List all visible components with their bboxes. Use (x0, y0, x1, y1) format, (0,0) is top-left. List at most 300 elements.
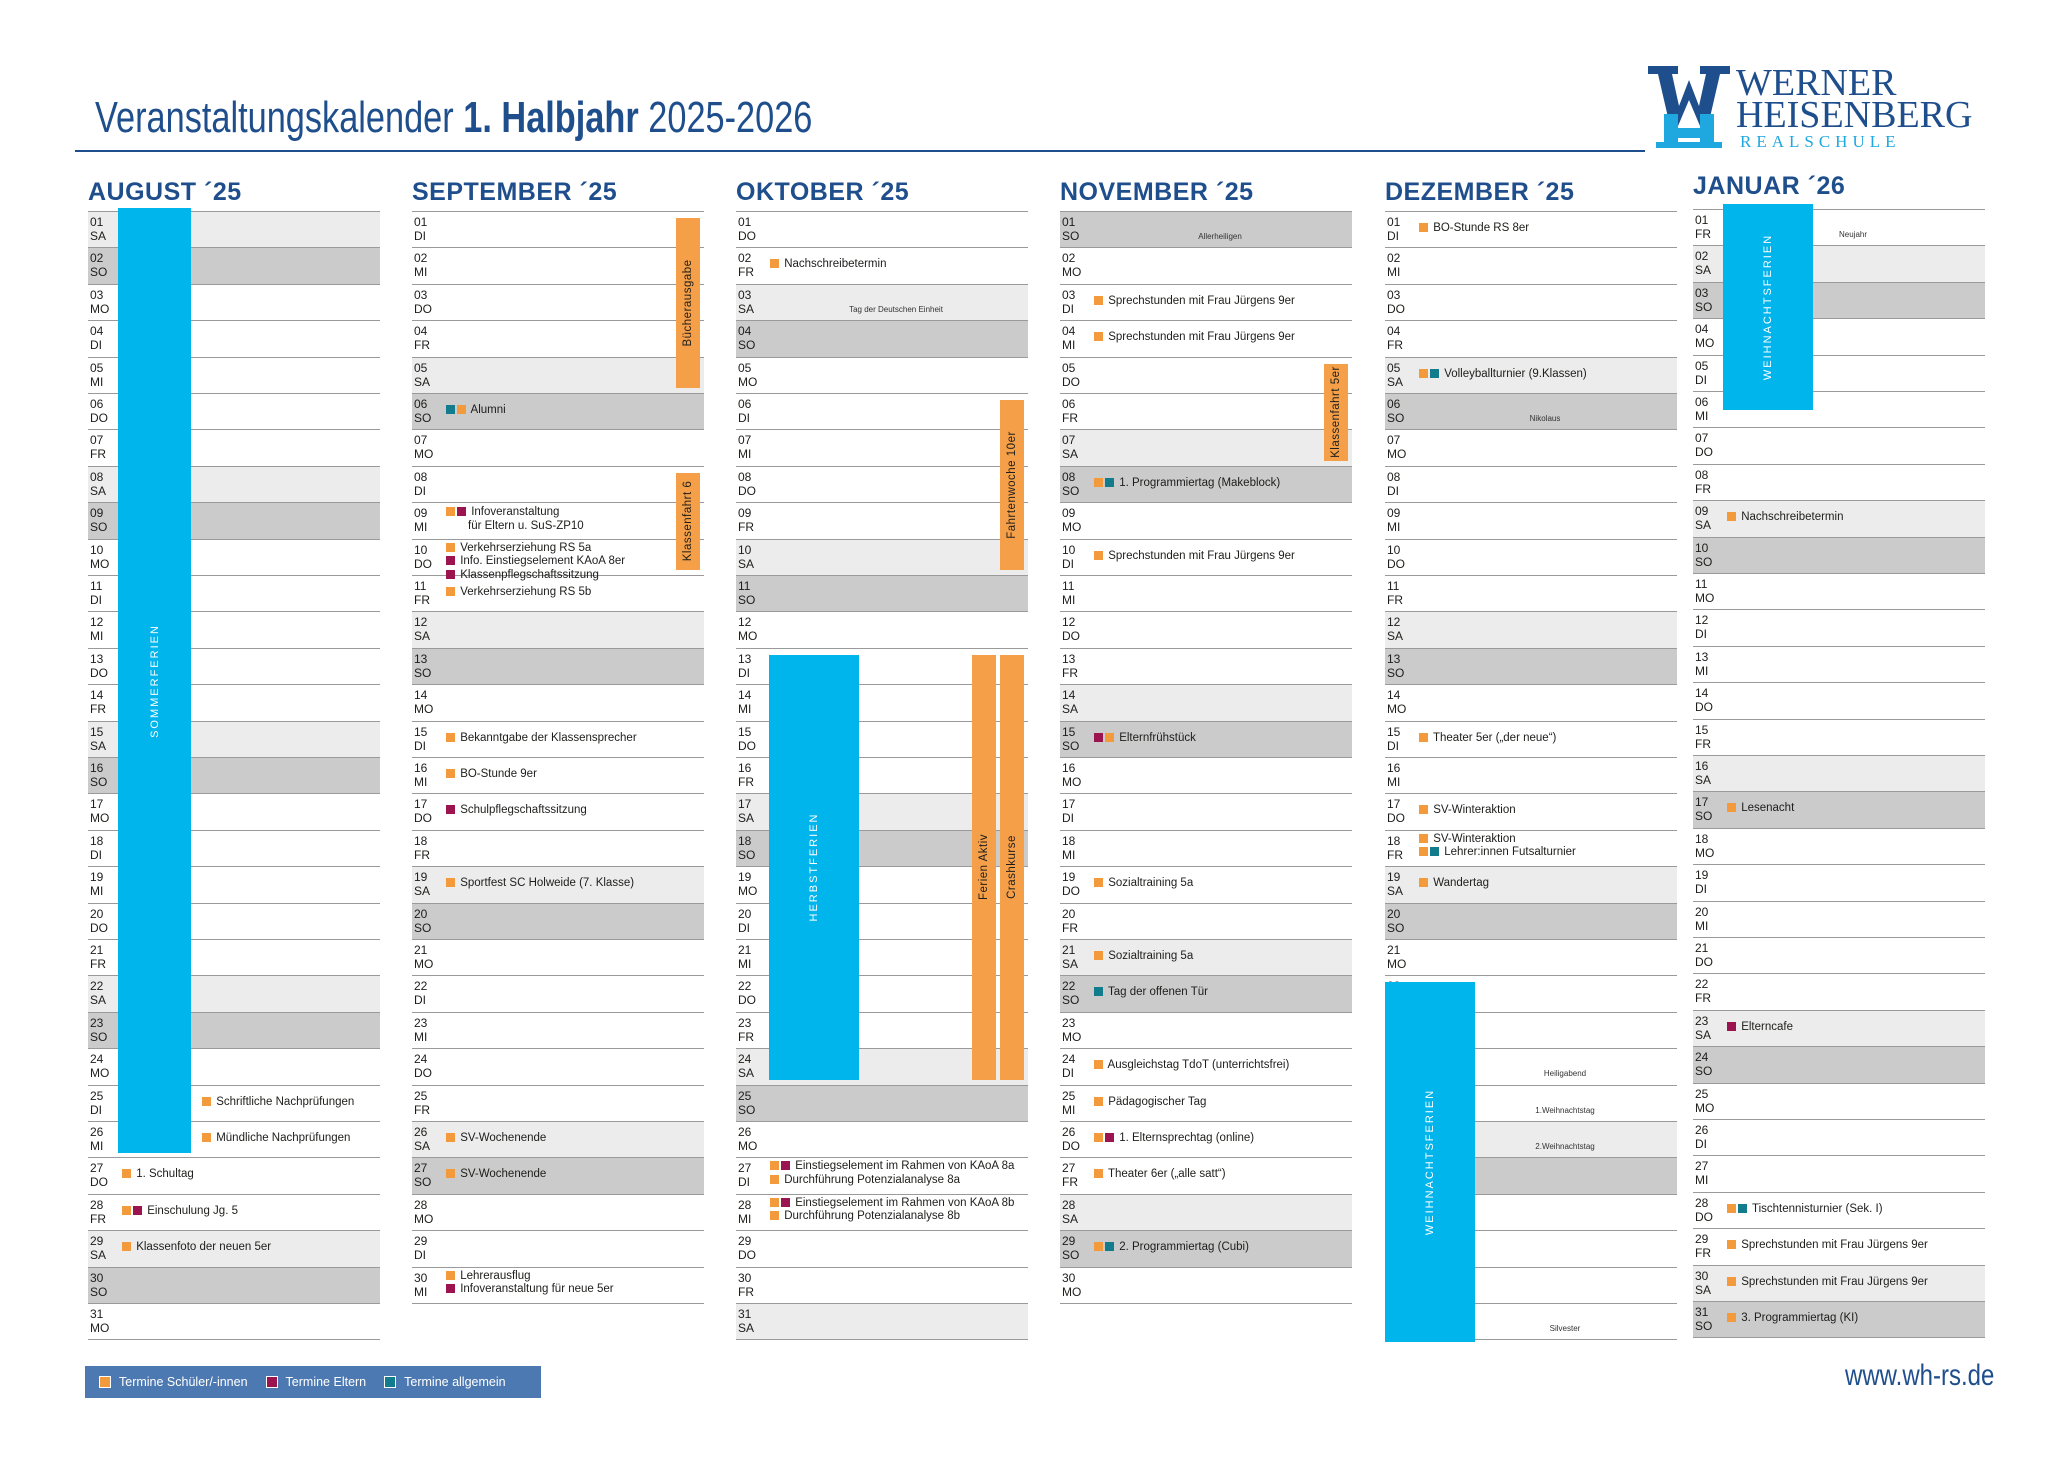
day-row (412, 1230, 704, 1266)
allgemein-marker (1105, 478, 1114, 487)
bottom-rule (736, 1339, 1028, 1340)
day-label: 18 DI (90, 833, 104, 862)
event-entry (446, 768, 537, 782)
title-bold: 1. Halbjahr (463, 93, 639, 142)
month-name: OKTOBER ´25 (736, 178, 910, 206)
day-label: 09 SA (1695, 504, 1712, 533)
event-line: BO-Stunde RS 8er (1419, 222, 1529, 236)
day-row (736, 1121, 1028, 1157)
day-label: 19 DI (1695, 868, 1709, 897)
day-label: 10 MO (90, 542, 110, 571)
event-line: Schriftliche Nachprüfungen (202, 1096, 354, 1110)
schueler-marker (446, 1169, 455, 1178)
day-row (412, 903, 704, 939)
event-line: Infoveranstaltung für neue 5er (446, 1283, 614, 1297)
day-label: 29 FR (1695, 1232, 1711, 1261)
day-label: 20 SO (414, 906, 432, 935)
day-row (1693, 464, 1985, 500)
schueler-marker (1094, 332, 1103, 341)
event-entry (1419, 368, 1587, 382)
day-label: 11 FR (414, 579, 430, 607)
day-label: 14 MI (738, 688, 752, 717)
day-row (412, 830, 704, 866)
schueler-marker (770, 1211, 779, 1220)
event-line: Theater 6er („alle satt“) (1094, 1168, 1226, 1182)
legend-label: Termine Schüler/-innen (119, 1375, 248, 1389)
day-label: 08 FR (1695, 467, 1711, 496)
schueler-marker (446, 769, 455, 778)
bar-label: WEIHNACHTSFERIEN (1762, 234, 1774, 381)
event-entry (122, 1168, 194, 1182)
day-row (1693, 427, 1985, 463)
allgemein-marker (1738, 1204, 1747, 1213)
day-row (1060, 903, 1352, 939)
day-label: 02 MI (1387, 251, 1401, 280)
schueler-marker (446, 507, 455, 516)
day-label: 17 SA (738, 797, 755, 826)
bar-label: WEIHNACHTSFERIEN (1424, 1089, 1436, 1236)
day-row (1385, 320, 1677, 356)
day-label: 28 SA (1062, 1197, 1079, 1226)
day-label: 12 DI (1695, 613, 1709, 642)
event-entry (122, 1241, 271, 1255)
day-row (1060, 1267, 1352, 1303)
eltern-marker (1105, 1133, 1114, 1142)
day-label: 12 SA (414, 615, 431, 644)
month-name: DEZEMBER ´25 (1385, 178, 1575, 206)
event-line: SV-Winteraktion (1419, 833, 1576, 847)
allgemein-marker (1094, 987, 1103, 996)
day-label: 16 MI (414, 761, 428, 789)
day-row (736, 611, 1028, 647)
schueler-marker (770, 1161, 779, 1170)
holiday-label: Tag der Deutschen Einheit (849, 304, 943, 314)
day-label: 31 SO (1695, 1305, 1713, 1333)
day-label: 14 DO (1695, 686, 1713, 715)
day-label: 12 DO (1062, 615, 1080, 644)
day-label: 05 DI (1695, 358, 1709, 387)
day-label: 04 MO (1695, 322, 1715, 351)
day-label: 19 DO (1062, 870, 1080, 899)
event-entry (122, 1205, 238, 1219)
day-label: 21 DO (1695, 941, 1713, 969)
month-column (1060, 0, 1352, 1457)
event-line: Sprechstunden mit Frau Jürgens 9er (1727, 1276, 1928, 1290)
day-label: 09 MI (1387, 506, 1401, 535)
day-label: 06 DI (738, 397, 752, 425)
day-label: 21 MO (414, 943, 434, 971)
allgemein-marker (1430, 847, 1439, 856)
day-label: 04 MI (1062, 324, 1076, 353)
day-label: 04 FR (1387, 324, 1403, 353)
schueler-marker (457, 405, 466, 414)
schueler-marker (1094, 878, 1103, 887)
event-period-bar (972, 655, 996, 1080)
day-row (412, 320, 704, 356)
day-row (1385, 393, 1677, 429)
event-entry (446, 1132, 546, 1146)
day-label: 30 MI (414, 1270, 428, 1299)
day-row (1385, 903, 1677, 939)
day-label: 12 MI (90, 615, 104, 644)
day-row (1060, 429, 1352, 465)
day-row (1693, 1155, 1985, 1191)
holiday-label: Heiligabend (1543, 1069, 1587, 1079)
schueler-marker (1419, 733, 1428, 742)
event-line: Lehrerausflug (446, 1270, 614, 1284)
day-label: 10 SA (738, 542, 755, 571)
event-line: 2. Programmiertag (Cubi) (1094, 1241, 1249, 1255)
holiday-period-bar (769, 655, 859, 1080)
day-label: 02 MO (1062, 251, 1082, 280)
day-label: 20 SO (1387, 906, 1405, 935)
day-row (1060, 684, 1352, 720)
day-label: 02 FR (738, 251, 754, 280)
event-period-bar (1324, 364, 1348, 461)
day-row (1693, 937, 1985, 973)
day-row (736, 466, 1028, 502)
eltern-marker (457, 507, 466, 516)
day-row (736, 320, 1028, 356)
day-label: 24 MO (90, 1052, 110, 1081)
schueler-marker (122, 1206, 131, 1215)
bottom-rule (1693, 1337, 1985, 1338)
schueler-marker (1094, 1242, 1103, 1251)
day-label: 09 FR (738, 506, 754, 535)
day-row (736, 284, 1028, 320)
event-line: Alumni (446, 404, 506, 418)
day-label: 29 DO (738, 1234, 756, 1263)
event-line: Einstiegselement im Rahmen von KAoA 8a (770, 1160, 1014, 1174)
event-line: BO-Stunde 9er (446, 768, 537, 782)
day-row (1693, 646, 1985, 682)
schueler-marker (446, 878, 455, 887)
day-row (736, 357, 1028, 393)
legend-label: Termine Eltern (285, 1375, 367, 1389)
day-label: 01 FR (1695, 213, 1711, 241)
day-row (736, 1303, 1028, 1339)
schueler-marker (1419, 369, 1428, 378)
event-entry (770, 1197, 1014, 1224)
day-row (1693, 901, 1985, 937)
event-line: 1. Elternsprechtag (online) (1094, 1132, 1254, 1146)
day-row (412, 611, 704, 647)
schueler-marker (446, 543, 455, 552)
event-entry (1727, 1203, 1883, 1217)
schueler-marker (446, 1271, 455, 1280)
event-line: Einschulung Jg. 5 (122, 1205, 238, 1219)
day-row (736, 1267, 1028, 1303)
day-label: 27 FR (1062, 1161, 1078, 1190)
day-label: 11 MI (1062, 579, 1076, 607)
event-entry (1094, 732, 1196, 746)
legend-item-eltern (266, 1375, 367, 1389)
day-label: 28 FR (90, 1197, 106, 1226)
day-label: 03 MO (90, 287, 110, 316)
legend-swatch-eltern (266, 1376, 278, 1388)
day-label: 28 MI (738, 1197, 752, 1226)
event-line: SV-Wochenende (446, 1168, 546, 1182)
holiday-label: 2.Weihnachtstag (1535, 1142, 1595, 1151)
event-line: Schulpflegschaftssitzung (446, 804, 587, 818)
eltern-marker (781, 1198, 790, 1207)
legend-swatch-allgemein (384, 1376, 396, 1388)
day-label: 22 SA (90, 979, 107, 1008)
day-row (1060, 611, 1352, 647)
day-row (1060, 757, 1352, 793)
day-row (1385, 247, 1677, 283)
eltern-marker (446, 570, 455, 579)
month-column (1693, 0, 1985, 1457)
schueler-marker (446, 733, 455, 742)
day-label: 13 SO (414, 651, 432, 680)
event-entry (446, 804, 587, 818)
day-label: 25 MO (1695, 1086, 1715, 1115)
event-entry (1419, 222, 1529, 236)
event-line: 1. Schultag (122, 1168, 194, 1182)
day-label: 16 MO (1062, 761, 1082, 789)
event-entry (1727, 1239, 1928, 1253)
event-entry (202, 1132, 350, 1146)
day-label: 24 SA (738, 1052, 755, 1081)
event-entry (1419, 804, 1516, 818)
day-label: 30 FR (738, 1270, 754, 1299)
day-label: 28 DO (1695, 1195, 1713, 1224)
day-label: 19 MO (738, 870, 758, 899)
day-label: 16 FR (738, 761, 754, 789)
event-entry (1094, 1168, 1226, 1182)
eltern-marker (446, 1284, 455, 1293)
event-entry (446, 542, 625, 583)
website-url[interactable]: www.wh-rs.de (1845, 1359, 1995, 1392)
day-row (412, 284, 704, 320)
day-row (736, 1085, 1028, 1121)
day-label: 29 SA (90, 1234, 107, 1263)
bottom-rule (88, 1339, 380, 1340)
day-label: 03 DI (1062, 287, 1076, 316)
event-line: Elternfrühstück (1094, 732, 1196, 746)
month-column (736, 0, 1028, 1457)
day-label: 26 DO (1062, 1125, 1080, 1153)
day-label: 09 MO (1062, 506, 1082, 535)
day-label: 03 DO (1387, 287, 1405, 316)
bar-label: HERBSTFERIEN (808, 812, 820, 922)
day-label: 24 SO (1695, 1050, 1713, 1079)
event-line: Klassenfoto der neuen 5er (122, 1241, 271, 1255)
event-line: Volleyballturnier (9.Klassen) (1419, 368, 1587, 382)
day-label: 15 DI (414, 724, 428, 753)
bar-label: Bücherausgabe (682, 259, 694, 347)
day-label: 10 DO (1387, 542, 1405, 571)
holiday-label: Allerheiligen (1198, 232, 1242, 241)
legend-swatch-schueler (99, 1376, 111, 1388)
day-label: 17 DI (1062, 797, 1076, 826)
day-label: 10 DO (414, 542, 432, 571)
day-label: 30 MO (1062, 1270, 1082, 1299)
day-label: 07 FR (90, 433, 106, 462)
holiday-label: Silvester (1549, 1324, 1581, 1333)
event-line: Lesenacht (1727, 802, 1794, 816)
day-row (736, 539, 1028, 575)
schueler-marker (1727, 803, 1736, 812)
event-entry (1419, 732, 1556, 746)
day-label: 23 FR (738, 1015, 754, 1044)
day-row (1385, 648, 1677, 684)
day-row (1693, 682, 1985, 718)
day-label: 01 DI (1387, 215, 1401, 243)
day-label: 08 DI (1387, 469, 1401, 498)
day-label: 16 SO (90, 761, 108, 789)
day-row (1060, 1194, 1352, 1230)
day-label: 01 DO (738, 215, 756, 243)
day-row (1385, 757, 1677, 793)
day-label: 27 DO (90, 1161, 108, 1190)
day-label: 15 DI (1387, 724, 1401, 753)
day-row (1693, 973, 1985, 1009)
day-label: 01 SA (90, 215, 107, 243)
day-label: 26 DI (1695, 1123, 1709, 1151)
eltern-marker (1727, 1022, 1736, 1031)
eltern-marker (446, 805, 455, 814)
schueler-marker (1094, 951, 1103, 960)
day-label: 17 MO (90, 797, 110, 826)
day-row (1060, 1012, 1352, 1048)
day-label: 15 FR (1695, 722, 1711, 751)
day-label: 18 FR (414, 833, 430, 862)
day-row (1693, 864, 1985, 900)
day-label: 22 DO (738, 979, 756, 1008)
event-period-bar (1000, 655, 1024, 1080)
event-entry (1419, 833, 1576, 860)
day-label: 26 MO (738, 1125, 758, 1153)
schueler-marker (770, 1175, 779, 1184)
event-entry (1094, 331, 1295, 345)
day-label: 12 MO (738, 615, 758, 644)
day-label: 03 DO (414, 287, 432, 316)
event-line: Nachschreibetermin (770, 258, 886, 272)
day-row (1693, 755, 1985, 791)
month-name: JANUAR ´26 (1693, 172, 1846, 200)
schueler-marker (1727, 1240, 1736, 1249)
event-entry (1094, 1059, 1289, 1073)
eltern-marker (1094, 733, 1103, 742)
day-label: 07 MO (414, 433, 434, 462)
day-label: 13 SO (1387, 651, 1405, 680)
day-label: 06 SO (1387, 397, 1405, 425)
event-entry (1727, 1021, 1793, 1035)
day-label: 15 DO (738, 724, 756, 753)
month-name: AUGUST ´25 (88, 178, 242, 206)
day-label: 20 DI (738, 906, 752, 935)
schueler-marker (1727, 512, 1736, 521)
day-row (1693, 573, 1985, 609)
day-row (736, 575, 1028, 611)
logo-line3: REALSCHULE (1740, 132, 1901, 151)
event-entry (770, 1160, 1014, 1187)
day-label: 30 SA (1695, 1268, 1712, 1297)
holiday-period-bar (1723, 204, 1813, 410)
legend-label: Termine allgemein (404, 1375, 506, 1389)
day-label: 16 MI (1387, 761, 1401, 789)
day-label: 18 SO (738, 833, 756, 862)
day-label: 18 MO (1695, 831, 1715, 860)
event-entry (1094, 477, 1280, 491)
day-row (1693, 719, 1985, 755)
day-row (1385, 611, 1677, 647)
event-line: Einstiegselement im Rahmen von KAoA 8b (770, 1197, 1014, 1211)
day-row (1060, 830, 1352, 866)
day-label: 06 FR (1062, 397, 1078, 425)
bar-label: Klassenfahrt 6 (682, 481, 694, 562)
event-line: Sozialtraining 5a (1094, 950, 1193, 964)
holiday-period-bar (1385, 982, 1475, 1342)
day-label: 25 DI (90, 1088, 104, 1117)
schueler-marker (1094, 1097, 1103, 1106)
event-period-bar (676, 218, 700, 388)
event-entry (446, 586, 591, 600)
month-name: SEPTEMBER ´25 (412, 178, 618, 206)
logo-line1: WERNER (1736, 62, 1897, 104)
event-line: Pädagogischer Tag (1094, 1096, 1206, 1110)
day-row (1693, 1119, 1985, 1155)
day-row (1693, 1083, 1985, 1119)
schueler-marker (1727, 1313, 1736, 1322)
schueler-marker (1094, 1169, 1103, 1178)
bar-label: Klassenfahrt 5er (1330, 366, 1342, 459)
event-line: Sprechstunden mit Frau Jürgens 9er (1727, 1239, 1928, 1253)
day-label: 15 SA (90, 724, 107, 753)
day-row (412, 247, 704, 283)
day-row (1060, 793, 1352, 829)
event-entry (1094, 950, 1193, 964)
day-label: 11 MO (1695, 577, 1715, 605)
day-row (736, 1230, 1028, 1266)
day-label: 23 MO (1062, 1015, 1082, 1044)
allgemein-marker (446, 405, 455, 414)
event-line: Sozialtraining 5a (1094, 877, 1193, 891)
day-label: 22 SO (1062, 979, 1080, 1008)
day-row (736, 429, 1028, 465)
event-entry (1094, 877, 1193, 891)
day-label: 14 MO (1387, 688, 1407, 717)
legend-item-schueler (99, 1375, 248, 1389)
day-row (1693, 828, 1985, 864)
event-line: Verkehrserziehung RS 5a (446, 542, 625, 556)
event-line: Sprechstunden mit Frau Jürgens 9er (1094, 331, 1295, 345)
day-label: 02 SA (1695, 249, 1712, 278)
schueler-marker (1105, 733, 1114, 742)
day-label: 16 SA (1695, 759, 1712, 787)
event-line: 3. Programmiertag (KI) (1727, 1312, 1858, 1326)
schueler-marker (1727, 1204, 1736, 1213)
event-line: Infoveranstaltung (446, 506, 584, 520)
day-label: 29 DI (414, 1234, 428, 1263)
day-label: 13 MI (1695, 649, 1709, 678)
day-label: 18 MI (1062, 833, 1076, 862)
day-label: 31 SA (738, 1307, 755, 1335)
day-label: 14 MO (414, 688, 434, 717)
day-row (412, 211, 704, 247)
event-line: Tischtennisturnier (Sek. I) (1727, 1203, 1883, 1217)
day-label: 21 FR (90, 943, 106, 971)
day-label: 24 DO (414, 1052, 432, 1081)
day-row (736, 393, 1028, 429)
event-line: Bekanntgabe der Klassensprecher (446, 732, 637, 746)
event-line: 1. Programmiertag (Makeblock) (1094, 477, 1280, 491)
bar-label: Fahrtenwoche 10er (1006, 431, 1018, 539)
day-row (412, 1085, 704, 1121)
event-line: Klassenpflegschaftssitzung (446, 569, 625, 583)
